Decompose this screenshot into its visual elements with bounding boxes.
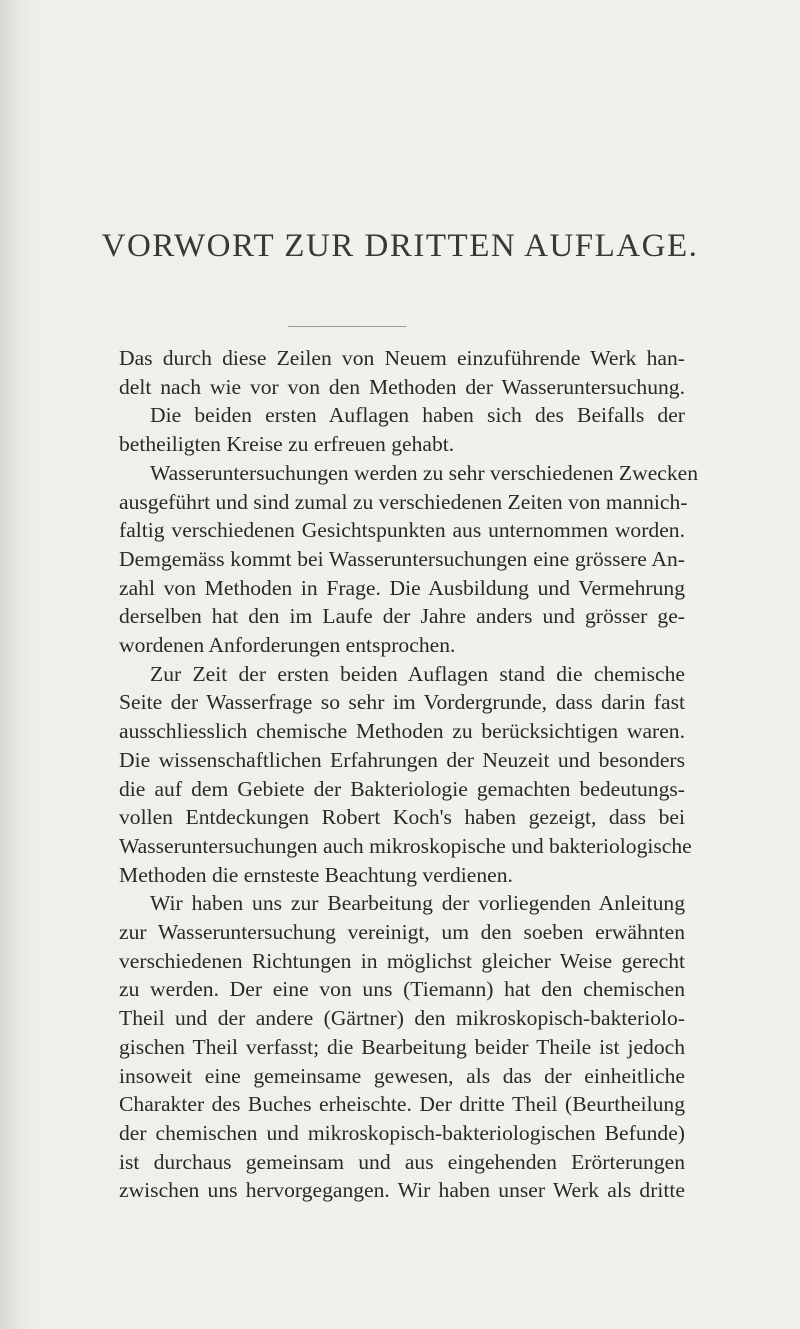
text-line: ist durchaus gemeinsam und aus eingehenden Erörterungen	[119, 1149, 685, 1174]
text-line: delt nach wie vor von den Methoden der Wasseruntersuchung.	[119, 374, 685, 399]
text-line: die auf dem Gebiete der Bakteriologie gemachten bedeutungs-	[119, 776, 685, 801]
text-line: derselben hat den im Laufe der Jahre anders und grösser ge-	[119, 604, 685, 629]
text-line: betheiligten Kreise zu erfreuen gehabt.	[119, 432, 455, 457]
text-line: Seite der Wasserfrage so sehr im Vordergrunde, dass darin fast	[119, 690, 685, 715]
text-line: Zur Zeit der ersten beiden Auflagen stand die chemische	[150, 661, 685, 686]
text-line: der chemischen und mikroskopisch-bakteriologischen Befunde)	[119, 1120, 685, 1145]
text-line: Theil und der andere (Gärtner) den mikroskopisch-bakteriolo-	[119, 1006, 685, 1031]
page-title: VORWORT ZUR DRITTEN AUFLAGE.	[101, 228, 699, 264]
text-line: faltig verschiedenen Gesichtspunkten aus unternommen worden.	[119, 518, 685, 543]
text-line: Methoden die ernsteste Beachtung verdienen.	[119, 862, 513, 887]
text-line: zur Wasseruntersuchung vereinigt, um den soeben erwähnten	[119, 920, 685, 945]
text-line: vollen Entdeckungen Robert Koch's haben gezeigt, dass bei	[119, 805, 685, 830]
text-line: zu werden. Der eine von uns (Tiemann) hat den chemischen	[119, 977, 685, 1002]
text-line: zwischen uns hervorgegangen. Wir haben unser Werk als dritte	[119, 1178, 685, 1203]
text-line: ausschliesslich chemische Methoden zu berücksichtigen waren.	[119, 719, 685, 744]
text-line: Die beiden ersten Auflagen haben sich des Beifalls der	[150, 403, 685, 428]
preface-text	[119, 344, 699, 1205]
text-line: Das durch diese Zeilen von Neuem einzuführende Werk han-	[119, 346, 685, 370]
text-line: gischen Theil verfasst; die Bearbeitung beider Theile ist jedoch	[119, 1034, 685, 1059]
text-line: wordenen Anforderungen entsprochen.	[119, 633, 456, 658]
title-rule	[288, 326, 406, 327]
text-line: Die wissenschaftlichen Erfahrungen der Neuzeit und besonders	[119, 747, 685, 772]
text-line: Demgemäss kommt bei Wasseruntersuchungen eine grössere An-	[119, 546, 685, 571]
text-line: insoweit eine gemeinsame gewesen, als das der einheitliche	[119, 1063, 685, 1088]
text-line: ausgeführt und sind zumal zu verschiedenen Zeiten von mannich-	[119, 489, 688, 514]
text-line: Charakter des Buches erheischte. Der dritte Theil (Beurtheilung	[119, 1092, 685, 1117]
text-line: zahl von Methoden in Frage. Die Ausbildung und Vermehrung	[119, 575, 685, 600]
text-line: Wasseruntersuchungen werden zu sehr verschiedenen Zwecken	[150, 460, 699, 485]
text-line: Wir haben uns zur Bearbeitung der vorliegenden Anleitung	[150, 891, 685, 916]
text-line: verschiedenen Richtungen in möglichst gleicher Weise gerecht	[119, 948, 685, 973]
text-line: Wasseruntersuchungen auch mikroskopische und bakteriologische	[119, 833, 692, 858]
